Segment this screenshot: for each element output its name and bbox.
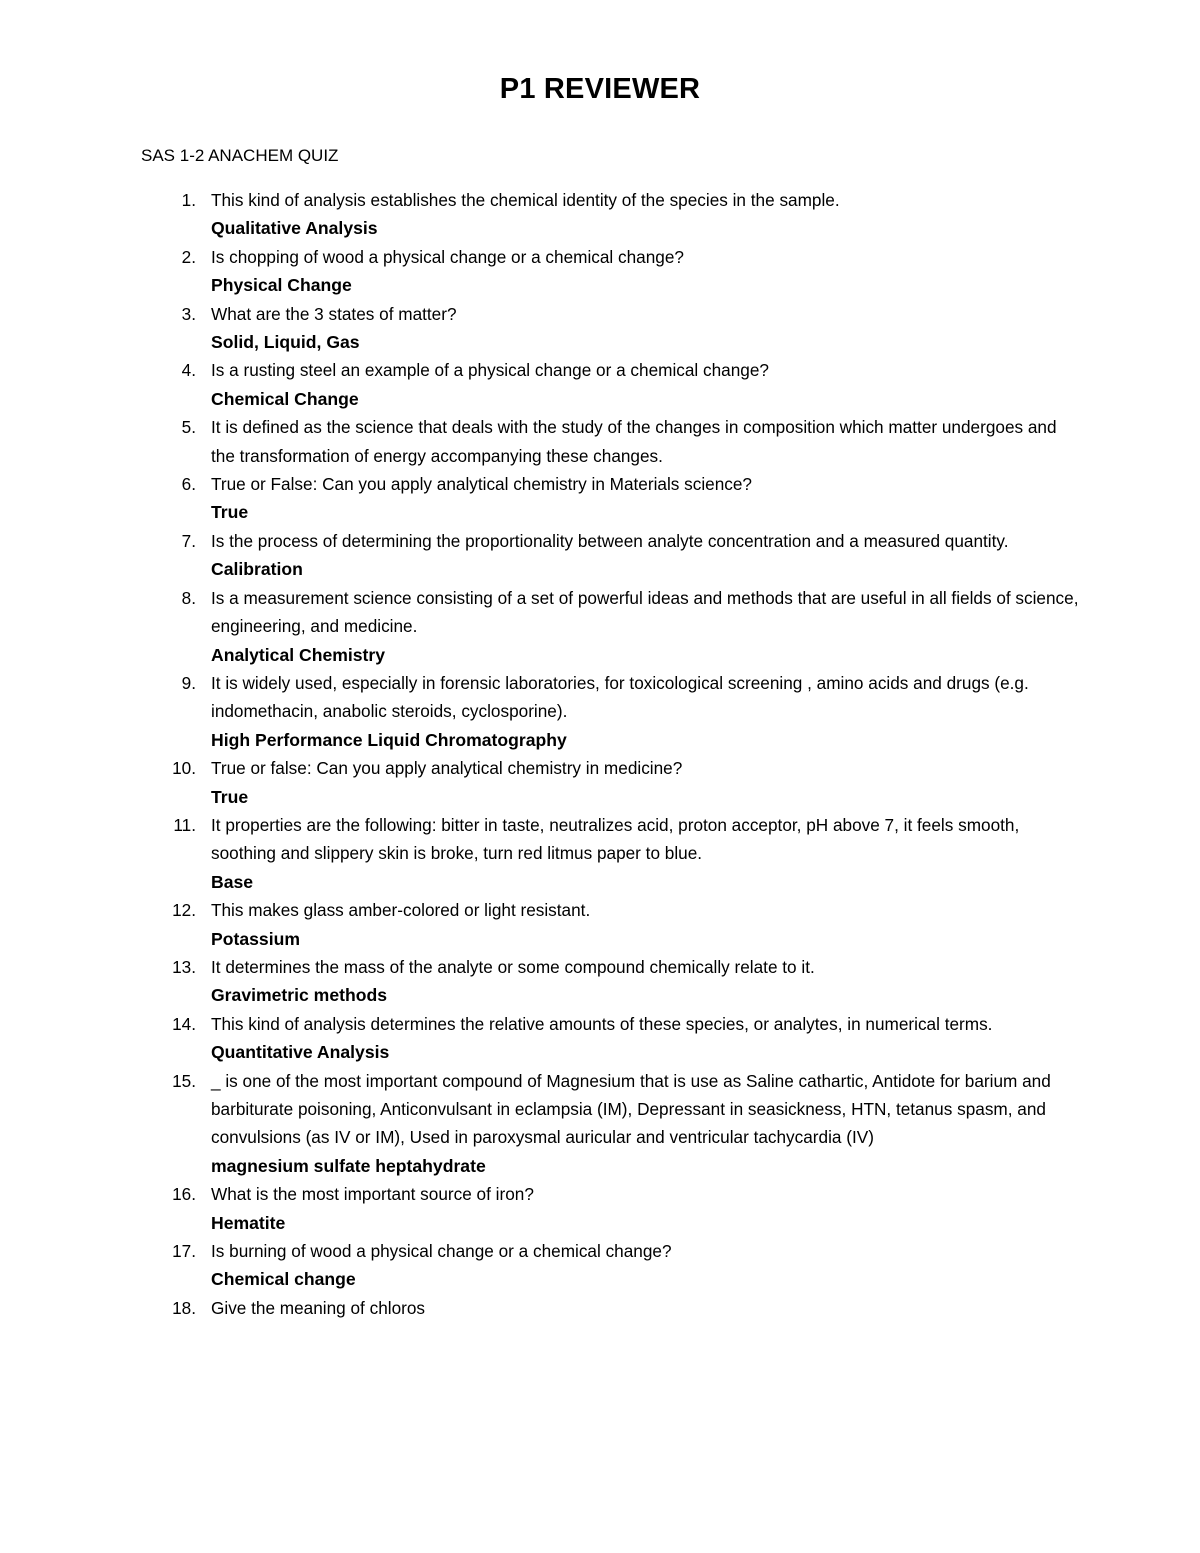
question-number: 3. — [181, 303, 196, 324]
question-item — [0, 754, 1200, 811]
question-item — [0, 584, 1200, 669]
question-item — [0, 1237, 1200, 1294]
question-list — [0, 186, 1200, 1322]
question-item — [0, 1294, 1200, 1322]
question-item — [0, 413, 1200, 470]
question-number: 5. — [181, 417, 196, 438]
question-number: 1. — [181, 190, 196, 210]
question-text: This makes glass amber-colored or light resistant. — [211, 900, 591, 921]
question-answer: Qualitative Analysis — [211, 218, 378, 239]
question-item — [0, 811, 1200, 896]
question-item — [0, 896, 1200, 953]
question-item — [0, 1180, 1200, 1237]
question-text: It properties are the following: bitter in taste, neutralizes acid, proton acceptor, pH above 7, it feels smooth, soothing and slippery skin is broke, turn red litmus paper to blue. — [211, 814, 1020, 864]
question-answer: magnesium sulfate heptahydrate — [211, 1155, 486, 1176]
question-text: True or false: Can you apply analytical chemistry in medicine? — [211, 758, 683, 779]
question-number: 11. — [173, 814, 196, 835]
question-answer: Potassium — [211, 928, 300, 949]
question-item — [0, 243, 1200, 300]
question-item — [0, 300, 1200, 357]
question-number: 9. — [181, 672, 196, 693]
question-answer: True — [211, 502, 249, 523]
question-number: 15. — [172, 1070, 196, 1091]
question-answer: High Performance Liquid Chromatography — [211, 729, 567, 750]
question-number: 18. — [172, 1297, 196, 1318]
question-text: It determines the mass of the analyte or some compound chemically relate to it. — [211, 956, 815, 977]
question-answer: Quantitative Analysis — [211, 1042, 390, 1063]
question-number: 2. — [181, 246, 196, 267]
question-number: 12. — [172, 900, 196, 921]
question-number: 13. — [172, 956, 196, 977]
question-text: Is chopping of wood a physical change or a chemical change? — [211, 246, 684, 267]
quiz-subtitle: SAS 1-2 ANACHEM QUIZ — [141, 146, 339, 165]
question-number: 14. — [172, 1013, 196, 1034]
question-text: This kind of analysis establishes the chemical identity of the species in the sample. — [211, 190, 840, 210]
question-answer: Analytical Chemistry — [211, 644, 386, 665]
question-number: 17. — [172, 1241, 196, 1262]
question-item — [0, 470, 1200, 527]
question-text: Is a measurement science consisting of a set of powerful ideas and methods that are useful in all fields of science, engineering, and medicine. — [211, 587, 1079, 637]
question-number: 6. — [181, 474, 196, 495]
question-item — [0, 1067, 1200, 1181]
question-item — [0, 527, 1200, 584]
question-answer: Chemical change — [211, 1269, 356, 1290]
question-item — [0, 186, 1200, 243]
question-number: 7. — [181, 530, 196, 551]
question-answer: True — [211, 786, 249, 807]
question-number: 8. — [181, 587, 196, 608]
question-text: It is widely used, especially in forensic laboratories, for toxicological screening , amino acids and drugs (e.g. indomethacin, anabolic steroids, cyclosporine). — [211, 672, 1029, 722]
question-answer: Chemical Change — [211, 388, 359, 409]
question-number: 16. — [172, 1184, 196, 1205]
question-number: 10. — [172, 758, 196, 779]
question-text: Is the process of determining the proportionality between analyte concentration and a measured quantity. — [211, 530, 1009, 551]
question-answer: Physical Change — [211, 275, 352, 296]
question-text: What are the 3 states of matter? — [211, 303, 457, 324]
question-text: _ is one of the most important compound of Magnesium that is use as Saline cathartic, Antidote for barium and barbiturate poisoning, Anticonvulsant in eclampsia (IM), Depressant in seasickness, HTN, tetanus spasm, and convulsions (as IV or IM), Used in paroxysmal auricular and ventricular tachycardia (IV) — [211, 1070, 1051, 1148]
question-text: Give the meaning of chloros — [211, 1297, 426, 1318]
question-item — [0, 953, 1200, 1010]
question-answer: Gravimetric methods — [211, 985, 387, 1006]
question-number: 4. — [181, 360, 196, 381]
question-text: True or False: Can you apply analytical chemistry in Materials science? — [211, 474, 752, 495]
question-answer: Base — [211, 871, 254, 892]
question-text: What is the most important source of iron? — [211, 1184, 534, 1205]
question-text: Is a rusting steel an example of a physical change or a chemical change? — [211, 360, 769, 381]
question-item — [0, 669, 1200, 754]
page-title: P1 REVIEWER — [499, 73, 701, 105]
question-item — [0, 356, 1200, 413]
question-answer: Solid, Liquid, Gas — [211, 332, 360, 353]
question-answer: Calibration — [211, 559, 303, 580]
question-text: Is burning of wood a physical change or a chemical change? — [211, 1241, 672, 1262]
question-text: This kind of analysis determines the relative amounts of these species, or analytes, in numerical terms. — [211, 1013, 993, 1034]
question-item — [0, 1010, 1200, 1067]
question-answer: Hematite — [211, 1212, 286, 1233]
question-text: It is defined as the science that deals with the study of the changes in composition which matter undergoes and the transformation of energy accompanying these changes. — [211, 417, 1057, 466]
